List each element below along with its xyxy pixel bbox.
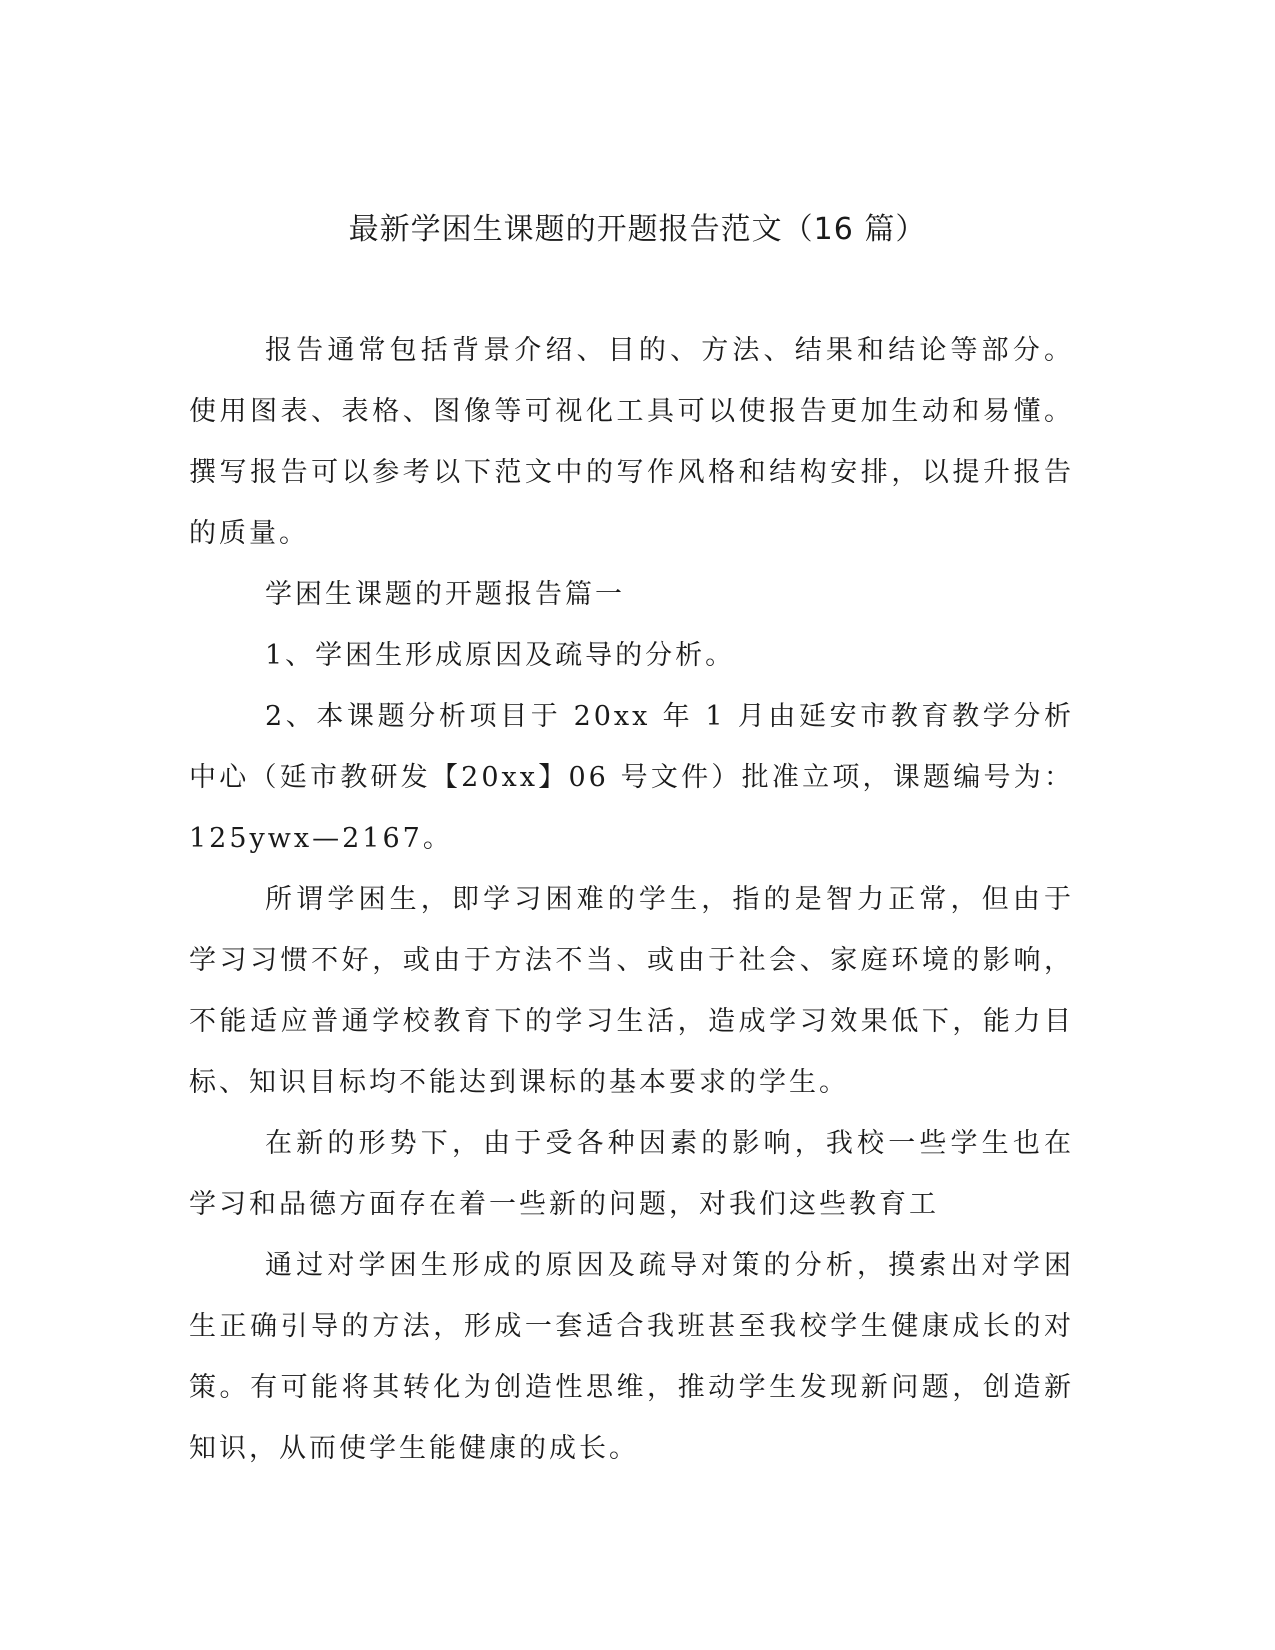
paragraph-goal: 通过对学困生形成的原因及疏导对策的分析，摸索出对学困生正确引导的方法，形成一套适合我班甚至我校学生健康成长的对策。有可能将其转化为创造性思维，推动学生发现新问题，创造新知识，从而使学生能健康的成长。 bbox=[189, 1250, 1074, 1464]
section-heading-part-one: 学困生课题的开题报告篇一 bbox=[265, 579, 625, 610]
paragraph-definition: 所谓学困生，即学习困难的学生，指的是智力正常，但由于学习习惯不好，或由于方法不当、或由于社会、家庭环境的影响，不能适应普通学校教育下的学习生活，造成学习效果低下，能力目标、知识目标均不能达到课标的基本要求的学生。 bbox=[189, 884, 1074, 1098]
document-body bbox=[189, 320, 1074, 1479]
paragraph-intro: 报告通常包括背景介绍、目的、方法、结果和结论等部分。使用图表、表格、图像等可视化工具可以使报告更加生动和易懂。撰写报告可以参考以下范文中的写作风格和结构安排，以提升报告的质量。 bbox=[189, 335, 1074, 549]
paragraph-item-1: 1、学困生形成原因及疏导的分析。 bbox=[265, 640, 736, 671]
document-title: 最新学困生课题的开题报告范文（16 篇） bbox=[348, 212, 927, 247]
paragraph-background: 在新的形势下，由于受各种因素的影响，我校一些学生也在学习和品德方面存在着一些新的问题，对我们这些教育工 bbox=[189, 1128, 1074, 1220]
paragraph-item-2: 2、本课题分析项目于 20xx 年 1 月由延安市教育教学分析中心（延市教研发【20xx】06 号文件）批准立项，课题编号为：125ywx—2167。 bbox=[189, 701, 1074, 854]
